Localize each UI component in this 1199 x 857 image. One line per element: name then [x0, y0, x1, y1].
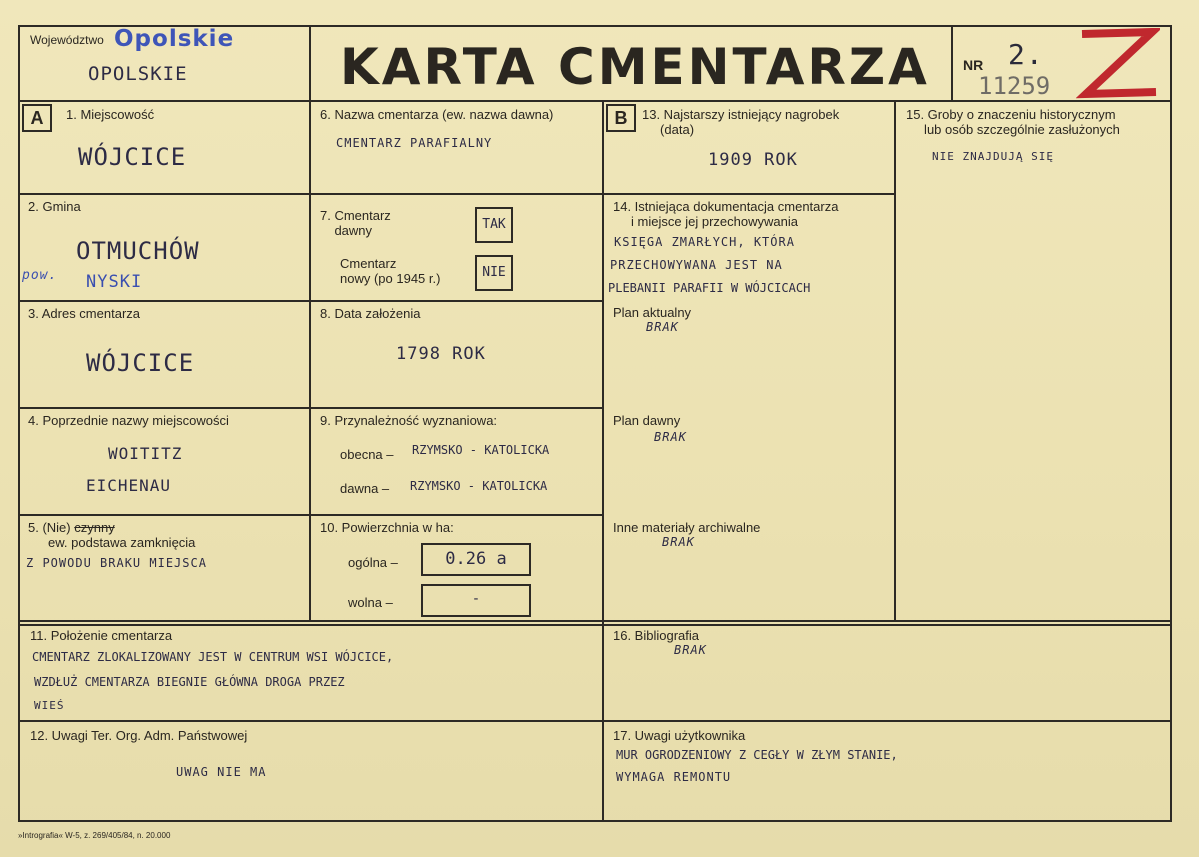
inne-materialy-label: Inne materiały archiwalne: [613, 520, 761, 535]
field-11-value-3: WIEŚ: [34, 699, 65, 712]
a-row-2: [18, 300, 311, 302]
field-8-value: 1798 ROK: [396, 344, 486, 364]
field-13-value: 1909 ROK: [708, 150, 798, 170]
field-9-obecna-value: RZYMSKO - KATOLICKA: [412, 443, 550, 457]
field-5-sublabel: ew. podstawa zamknięcia: [48, 535, 196, 550]
col-middle-right: [602, 100, 604, 820]
field-2-value: OTMUCHÓW: [76, 237, 200, 265]
field-17-label: 17. Uwagi użytkownika: [613, 728, 746, 743]
field-13-label: 13. Najstarszy istniejący nagrobek (data): [642, 107, 840, 137]
field-10-wolna-value: -: [421, 584, 531, 617]
field-11-value-1: CMENTARZ ZLOKALIZOWANY JEST W CENTRUM WSI WÓJCICE,: [32, 650, 394, 664]
field-10-wolna-label: wolna –: [348, 595, 393, 610]
section-a-letter: A: [22, 104, 52, 132]
field-14-value-2: PRZECHOWYWANA JEST NA: [610, 258, 783, 272]
field-16-label: 16. Bibliografia: [613, 628, 699, 643]
plan-dawny-value: BRAK: [654, 430, 687, 444]
inne-materialy-value: BRAK: [662, 535, 695, 549]
field-10-label: 10. Powierzchnia w ha:: [320, 520, 454, 535]
field-4-value-1: WOITITZ: [108, 444, 183, 463]
m-row-2: [309, 300, 604, 302]
field-2-label: 2. Gmina: [28, 199, 81, 214]
field-9-label: 9. Przynależność wyznaniowa:: [320, 413, 498, 428]
field-15-label: 15. Groby o znaczeniu historycznym lub osób szczególnie zasłużonych: [906, 107, 1120, 137]
m-row-4: [309, 514, 604, 516]
field-4-label: 4. Poprzednie nazwy miejscowości: [28, 413, 229, 428]
field-11-label: 11. Położenie cmentarza: [30, 628, 173, 643]
field-10-ogolna-value: 0.26 a: [421, 543, 531, 576]
field-5-label: [28, 520, 115, 535]
bottom-divider-2: [18, 624, 1172, 626]
field-6-value: CMENTARZ PARAFIALNY: [336, 136, 493, 150]
field-1-label: 1. Miejscowość: [66, 107, 155, 122]
field-7b-box: NIE: [475, 255, 513, 291]
field-3-value: WÓJCICE: [86, 349, 195, 377]
field-2-pow-value: NYSKI: [86, 272, 143, 292]
bottom-divider-3: [18, 720, 1172, 722]
field-6-label: 6. Nazwa cmentarza (ew. nazwa dawna): [320, 107, 554, 122]
m-row-1: [309, 193, 604, 195]
field-14-label: 14. Istniejąca dokumentacja cmentarza i miejsce jej przechowywania: [613, 199, 839, 229]
field-12-label: 12. Uwagi Ter. Org. Adm. Państwowej: [30, 728, 248, 743]
bottom-divider-1: [18, 620, 1172, 622]
field-11-value-2: WZDŁUŻ CMENTARZA BIEGNIE GŁÓWNA DROGA PRZEZ: [34, 675, 345, 689]
wojewodztwo-handwritten: OPOLSKIE: [88, 63, 188, 85]
page-title: KARTA CMENTARZA: [340, 38, 930, 96]
a-row-4: [18, 514, 311, 516]
field-15-value: NIE ZNAJDUJĄ SIĘ: [932, 150, 1054, 163]
field-9-obecna-label: obecna –: [340, 447, 394, 462]
field-4-value-2: EICHENAU: [86, 476, 172, 495]
frame-left: [18, 25, 20, 822]
nr-label: NR: [963, 57, 984, 73]
field-5-value: Z POWODU BRAKU MIEJSCA: [26, 556, 207, 570]
wojewodztwo-stamp: Opolskie: [114, 26, 235, 52]
field-1-value: WÓJCICE: [78, 143, 187, 171]
field-14-value-3: PLEBANII PARAFII W WÓJCICACH: [608, 281, 811, 295]
plan-dawny-label: Plan dawny: [613, 413, 681, 428]
field-5-label-prefix: 5. (Nie): [28, 520, 71, 535]
field-8-label: 8. Data założenia: [320, 306, 421, 321]
field-5-label-struck: czynny: [74, 520, 115, 535]
field-17-value-1: MUR OGRODZENIOWY Z CEGŁY W ZŁYM STANIE,: [616, 748, 898, 762]
header-col-1: [309, 25, 311, 102]
section-b-letter: B: [606, 104, 636, 132]
archive-number: 11259: [978, 72, 1051, 100]
field-12-value: UWAG NIE MA: [176, 765, 267, 779]
red-z-mark: [1076, 28, 1160, 102]
header-col-2: [951, 25, 953, 102]
frame-bottom: [18, 820, 1172, 822]
field-2-pow-prefix: pow.: [22, 268, 58, 283]
nr-value: 2.: [1008, 38, 1044, 71]
m-row-3: [309, 407, 604, 409]
field-9-dawna-value: RZYMSKO - KATOLICKA: [410, 479, 548, 493]
col-b-right: [894, 100, 896, 622]
plan-aktualny-value: BRAK: [646, 320, 679, 334]
field-17-value-2: WYMAGA REMONTU: [616, 770, 732, 784]
field-14-value-1: KSIĘGA ZMARŁYCH, KTÓRA: [614, 235, 795, 249]
printer-imprint: »Intrografia« W-5, z. 269/405/84, n. 20.000: [18, 831, 171, 840]
a-row-1: [18, 193, 311, 195]
field-3-label: 3. Adres cmentarza: [28, 306, 140, 321]
field-16-value: BRAK: [674, 643, 707, 657]
wojewodztwo-label: Województwo: [30, 33, 104, 47]
field-9-dawna-label: dawna –: [340, 481, 390, 496]
col-a-right: [309, 100, 311, 622]
b-row-1: [602, 193, 894, 195]
a-row-3: [18, 407, 311, 409]
field-7b-label: Cmentarz nowy (po 1945 r.): [340, 256, 441, 286]
header-divider: [18, 100, 1172, 102]
frame-right: [1170, 25, 1172, 822]
plan-aktualny-label: Plan aktualny: [613, 305, 692, 320]
field-10-ogolna-label: ogólna –: [348, 555, 398, 570]
field-7-label: 7. Cmentarz dawny: [320, 208, 391, 238]
field-7-box: TAK: [475, 207, 513, 243]
